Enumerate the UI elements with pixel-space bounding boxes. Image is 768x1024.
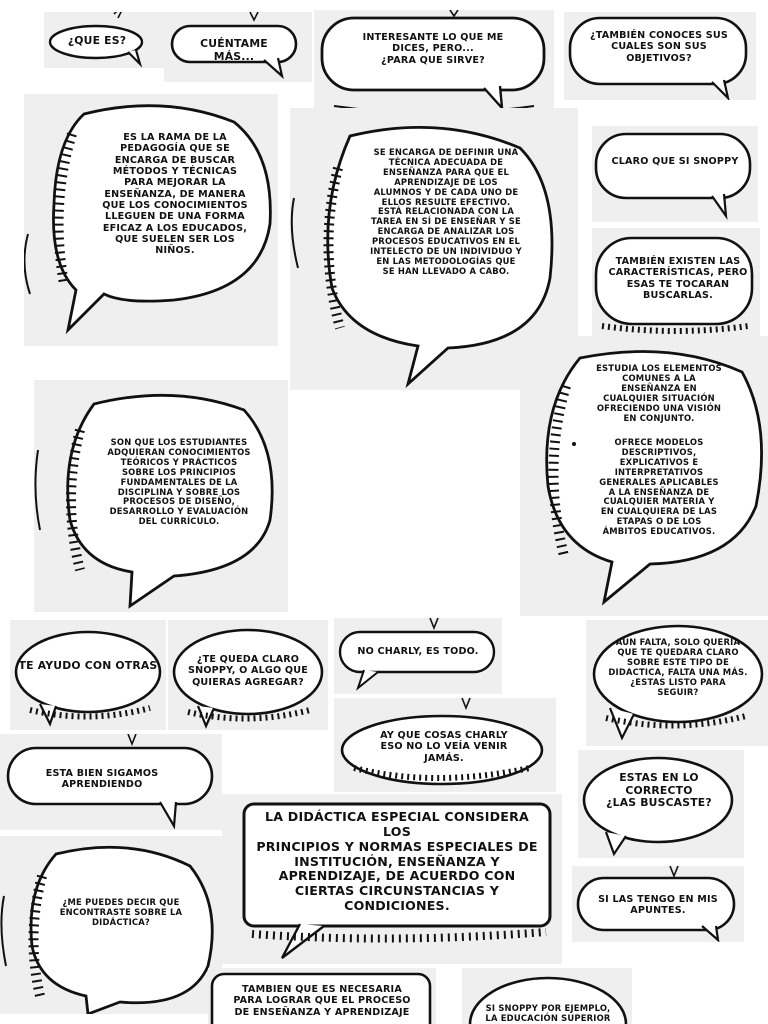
- comic-panel-sigamos: [0, 734, 222, 830]
- bubble-text: TAMBIEN QUE ES NECESARIA PARA LOGRAR QUE EL PROCESO DE ENSEÑANZA Y APRENDIZAJE: [233, 984, 411, 1018]
- bubble-text: ¿ME PUEDES DECIR QUE ENCONTRASTE SOBRE LA DIDÁCTICA?: [59, 897, 183, 927]
- comic-panel-estudia: [520, 336, 768, 616]
- bubble-text: SI SNOPPY POR EJEMPLO, LA EDUCACIÓN SUPERIOR: [485, 1003, 611, 1023]
- comic-panel-aun-falta: [586, 620, 768, 746]
- bubble-text: INTERESANTE LO QUE ME DICES, PERO... ¿PARA QUE SIRVE?: [362, 32, 504, 66]
- speech-bubble: [592, 126, 758, 222]
- bubble-text: CLARO QUE SI SNOPPY: [611, 156, 739, 167]
- bubble-text: CUÉNTAME MÁS...: [200, 37, 268, 63]
- bubble-text: SE ENCARGA DE DEFINIR UNA TÉCNICA ADECUADA DE ENSEÑANZA PARA QUE EL APRENDIZAJE DE LOS ALUMNOS Y DE CADA UNO DE ELLOS RESULTE EFECTIVO. ESTÁ RELACIONADA CON LA TAREA EN SÍ DE ENSEÑAR Y SE ENCARGA DE ANALIZAR LOS PROCESOS EDUCATIVOS EN EL INTELECTO DE UN INDIVIDUO Y EN LAS METODOLOGÍAS QUE SE HAN LLEVADO A CABO.: [370, 147, 522, 276]
- bubble-text: OFRECE MODELOS DESCRIPTIVOS, EXPLICATIVOS E INTERPRETATIVOS GENERALES APLICABLES A LA ENSEÑANZA DE CUALQUIER MATERIA Y EN CUALQUIERA DE LAS ETAPAS O DE LOS ÁMBITOS EDUCATIVOS.: [599, 437, 719, 537]
- comic-panel-correcto: [578, 750, 744, 858]
- comic-panel-apuntes: [572, 866, 744, 942]
- comic-panel-te-queda: [168, 620, 328, 730]
- bubble-text: SON QUE LOS ESTUDIANTES ADQUIERAN CONOCIMIENTOS TEÓRICOS Y PRÁCTICOS SOBRE LOS PRINCIPIOS FUNDAMENTALES DE LA DISCIPLINA Y SOBRE LOS PROCESOS DE DISEÑO, DESARROLLO Y EVALUACIÓN DEL CURRÍCULO.: [107, 437, 251, 527]
- comic-panel-me-puedes: [0, 836, 222, 1014]
- comic-panel-no-charly: [334, 618, 502, 694]
- bubble-text: ¿TAMBIÉN CONOCES SUS CUALES SON SUS OBJETIVOS?: [590, 30, 728, 64]
- bubble-text: AUN FALTA, SOLO QUERÍA QUE TE QUEDARA CLARO SOBRE ESTE TIPO DE DIDACTICA, FALTA UNA MÁS. ¿ESTAS LISTO PARA SEGUIR?: [608, 637, 748, 697]
- comic-panel-interesante: [314, 10, 554, 114]
- comic-panel-si-snoppy: [462, 968, 632, 1024]
- bubble-text: ESTA BIEN SIGAMOS APRENDIENDO: [45, 768, 159, 791]
- bubble-text: TAMBIÉN EXISTEN LAS CARACTERÍSTICAS, PERO ESAS TE TOCARAN BUSCARLAS.: [608, 256, 748, 301]
- comic-panel-rama: [24, 94, 278, 346]
- comic-panel-ay-que: [334, 698, 556, 792]
- comic-panel-tambien-necesaria: [208, 968, 436, 1024]
- bubble-text: AY QUE COSAS CHARLY ESO NO LO VEÍA VENIR JAMÁS.: [380, 730, 508, 764]
- comic-panel-especial: [222, 794, 562, 964]
- comic-panel-cuentame: [164, 12, 312, 82]
- bubble-text: TE AYUDO CON OTRAS: [18, 659, 158, 672]
- bubble-text: ESTAS EN LO CORRECTO ¿LAS BUSCASTE?: [606, 771, 712, 810]
- speech-bubble: [10, 620, 166, 730]
- comic-panel-que-es: [44, 12, 164, 68]
- comic-panel-claro-snoppy: [592, 126, 758, 222]
- comic-panel-estudiantes: [34, 380, 288, 612]
- comic-panel-te-ayudo: [10, 620, 166, 730]
- bubble-text: ES LA RAMA DE LA PEDAGOGÍA QUE SE ENCARGA DE BUSCAR MÉTODOS Y TÉCNICAS PARA MEJORAR LA ENSEÑANZA, DE MANERA QUE LOS CONOCIMIENTOS LLEGUEN DE UNA FORMA EFICAZ A LOS EDUCADOS, QUE SUELEN SER LOS NIÑOS.: [102, 132, 248, 257]
- bubble-text: ¿QUE ES?: [67, 34, 127, 47]
- bubble-text: ESTUDIA LOS ELEMENTOS COMUNES A LA ENSEÑANZA EN CUALQUIER SITUACIÓN OFRECIENDO UNA VISIÓN EN CONJUNTO.: [596, 363, 722, 423]
- comic-panel-caracteristicas: [592, 228, 760, 336]
- bubble-text: LA DIDÁCTICA ESPECIAL CONSIDERA LOS PRINCIPIOS Y NORMAS ESPECIALES DE INSTITUCIÓN, ENSEÑANZA Y APRENDIZAJE, DE ACUERDO CON CIERTAS CIRCUNSTANCIAS Y CONDICIONES.: [256, 809, 538, 914]
- comic-panel-objetivos: [564, 12, 756, 100]
- bubble-text: ¿TE QUEDA CLARO SNOPPY, O ALGO QUE QUIERAS AGREGAR?: [187, 654, 308, 688]
- bubble-text: SI LAS TENGO EN MIS APUNTES.: [598, 894, 718, 917]
- bubble-text: NO CHARLY, ES TODO.: [357, 646, 479, 657]
